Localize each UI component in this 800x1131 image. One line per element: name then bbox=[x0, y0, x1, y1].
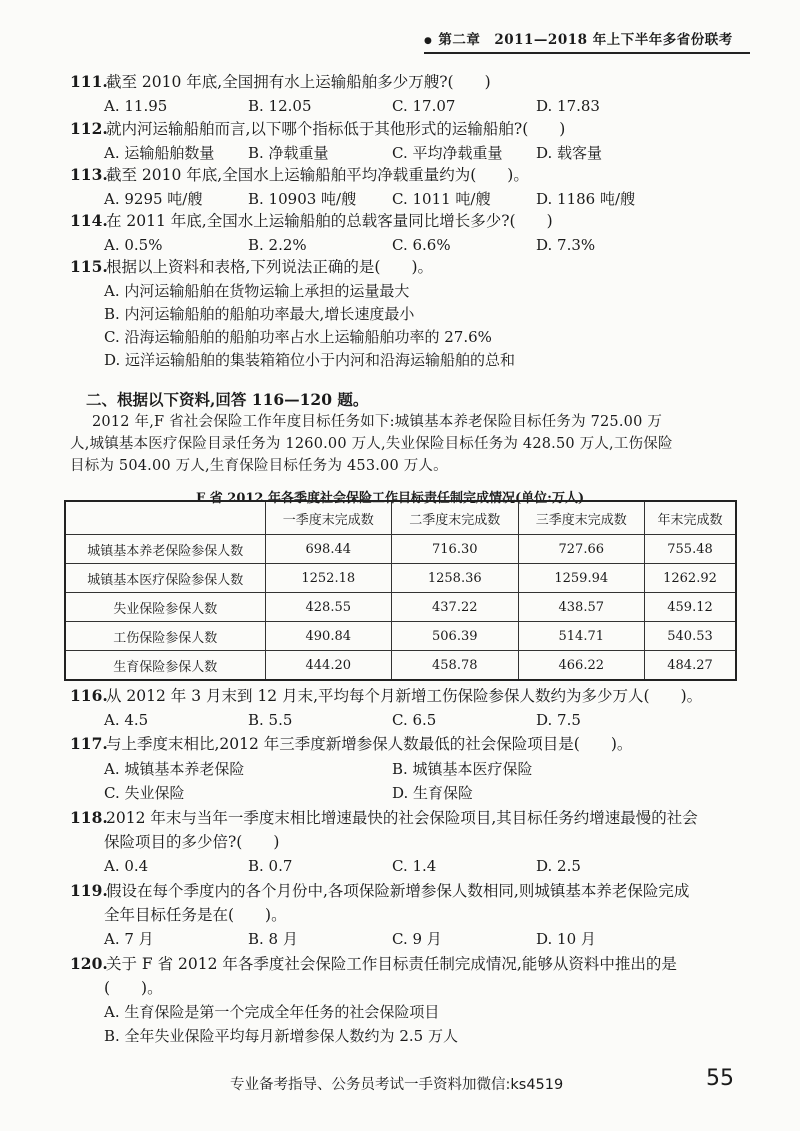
table-cell: 540.53 bbox=[645, 622, 737, 651]
question-117: 117.与上季度末相比,2012 年三季度新增参保人数最低的社会保险项目是( )。 bbox=[70, 734, 633, 753]
header-cell: 二季度末完成数 bbox=[392, 501, 519, 535]
option-d: D. 远洋运输船舶的集装箱箱位小于内河和沿海运输船舶的总和 bbox=[104, 351, 516, 369]
running-header bbox=[424, 28, 750, 54]
question-119-cont: 全年目标任务是在( )。 bbox=[104, 906, 287, 924]
option-b: B. 10903 吨/艘 bbox=[248, 190, 357, 208]
table-caption: F 省 2012 年各季度社会保险工作目标责任制完成情况(单位:万人) bbox=[196, 491, 585, 506]
table-header-row bbox=[65, 501, 736, 535]
question-116: 116.从 2012 年 3 月末到 12 月末,平均每个月新增工伤保险参保人数约为多少万人( )。 bbox=[70, 686, 703, 705]
option-c: C. 17.07 bbox=[392, 97, 456, 115]
option-c: C. 6.6% bbox=[392, 236, 451, 254]
table-row bbox=[65, 564, 736, 593]
option-a: A. 城镇基本养老保险 bbox=[104, 760, 245, 778]
table-cell: 514.71 bbox=[518, 622, 645, 651]
option-c: C. 沿海运输船舶的船舶功率占水上运输船舶功率的 27.6% bbox=[104, 328, 492, 346]
question-119: 119.假设在每个季度内的各个月份中,各项保险新增参保人数相同,则城镇基本养老保险完成 bbox=[70, 881, 690, 900]
table-cell: 458.78 bbox=[392, 651, 519, 681]
option-b: B. 内河运输船舶的船舶功率最大,增长速度最小 bbox=[104, 305, 415, 323]
table-cell: 1262.92 bbox=[645, 564, 737, 593]
question-113: 113.截至 2010 年底,全国水上运输船舶平均净载重量约为( )。 bbox=[70, 165, 529, 184]
option-d: D. 10 月 bbox=[536, 930, 596, 948]
option-a: A. 生育保险是第一个完成全年任务的社会保险项目 bbox=[104, 1003, 440, 1021]
option-b: B. 5.5 bbox=[248, 711, 293, 729]
option-b: B. 8 月 bbox=[248, 930, 298, 948]
table-cell: 716.30 bbox=[392, 535, 519, 564]
option-b: B. 城镇基本医疗保险 bbox=[392, 760, 533, 778]
option-d: D. 7.5 bbox=[536, 711, 581, 729]
table-cell: 490.84 bbox=[265, 622, 392, 651]
option-b: B. 0.7 bbox=[248, 857, 293, 875]
table-cell: 1252.18 bbox=[265, 564, 392, 593]
option-a: A. 内河运输船舶在货物运输上承担的运量最大 bbox=[104, 282, 410, 300]
table-row bbox=[65, 622, 736, 651]
table-cell: 444.20 bbox=[265, 651, 392, 681]
page-number: 55 bbox=[706, 1066, 734, 1091]
row-label: 失业保险参保人数 bbox=[65, 593, 265, 622]
option-a: A. 7 月 bbox=[104, 930, 154, 948]
table-cell: 484.27 bbox=[645, 651, 737, 681]
table-cell: 466.22 bbox=[518, 651, 645, 681]
table-cell: 438.57 bbox=[518, 593, 645, 622]
question-120: 120.关于 F 省 2012 年各季度社会保险工作目标责任制完成情况,能够从资料中推出的是 bbox=[70, 954, 677, 973]
bullet-icon: ● bbox=[424, 35, 433, 46]
option-d: D. 1186 吨/艘 bbox=[536, 190, 636, 208]
table-cell: 698.44 bbox=[265, 535, 392, 564]
option-a: A. 0.4 bbox=[104, 857, 149, 875]
question-114: 114.在 2011 年底,全国水上运输船舶的总载客量同比增长多少?( ) bbox=[70, 211, 553, 230]
option-d: D. 7.3% bbox=[536, 236, 596, 254]
table-cell: 1258.36 bbox=[392, 564, 519, 593]
header-text: 第二章 2011—2018 年上下半年多省份联考 bbox=[438, 32, 733, 48]
table-row bbox=[65, 651, 736, 681]
question-120-cont: ( )。 bbox=[104, 979, 163, 997]
row-label: 城镇基本医疗保险参保人数 bbox=[65, 564, 265, 593]
table-row bbox=[65, 535, 736, 564]
option-c: C. 9 月 bbox=[392, 930, 442, 948]
option-d: D. 生育保险 bbox=[392, 784, 474, 802]
header-cell bbox=[65, 501, 265, 535]
question-111: 111.截至 2010 年底,全国拥有水上运输船舶多少万艘?( ) bbox=[70, 72, 491, 91]
header-cell: 一季度末完成数 bbox=[265, 501, 392, 535]
header-cell: 三季度末完成数 bbox=[518, 501, 645, 535]
option-c: C. 1.4 bbox=[392, 857, 437, 875]
option-b: B. 12.05 bbox=[248, 97, 312, 115]
question-115: 115.根据以上资料和表格,下列说法正确的是( )。 bbox=[70, 257, 434, 276]
question-118-cont: 保险项目的多少倍?( ) bbox=[104, 833, 280, 851]
option-c: C. 1011 吨/艘 bbox=[392, 190, 491, 208]
table-cell: 459.12 bbox=[645, 593, 737, 622]
table-cell: 1259.94 bbox=[518, 564, 645, 593]
option-a: A. 4.5 bbox=[104, 711, 149, 729]
question-118: 118.2012 年末与当年一季度末相比增速最快的社会保险项目,其目标任务约增速最慢的社会 bbox=[70, 808, 698, 827]
option-a: A. 运输船舶数量 bbox=[104, 144, 215, 162]
option-c: C. 失业保险 bbox=[104, 784, 185, 802]
material-paragraph-line: 目标为 504.00 万人,生育保险目标任务为 453.00 万人。 bbox=[70, 458, 448, 474]
option-d: D. 17.83 bbox=[536, 97, 600, 115]
option-d: D. 载客量 bbox=[536, 144, 603, 162]
table-cell: 428.55 bbox=[265, 593, 392, 622]
footer-text: 专业备考指导、公务员考试一手资料加微信:ks4519 bbox=[230, 1077, 564, 1093]
option-c: C. 平均净载重量 bbox=[392, 144, 503, 162]
question-112: 112.就内河运输船舶而言,以下哪个指标低于其他形式的运输船舶?( ) bbox=[70, 119, 566, 138]
row-label: 城镇基本养老保险参保人数 bbox=[65, 535, 265, 564]
row-label: 工伤保险参保人数 bbox=[65, 622, 265, 651]
material-paragraph-line: 2012 年,F 省社会保险工作年度目标任务如下:城镇基本养老保险目标任务为 725.00 万 bbox=[92, 414, 663, 430]
section-title: 二、根据以下资料,回答 116—120 题。 bbox=[86, 390, 369, 409]
table-cell: 755.48 bbox=[645, 535, 737, 564]
row-label: 生育保险参保人数 bbox=[65, 651, 265, 681]
option-a: A. 11.95 bbox=[104, 97, 168, 115]
table-row bbox=[65, 593, 736, 622]
table-cell: 727.66 bbox=[518, 535, 645, 564]
header-cell: 年末完成数 bbox=[645, 501, 737, 535]
option-c: C. 6.5 bbox=[392, 711, 437, 729]
option-d: D. 2.5 bbox=[536, 857, 581, 875]
option-b: B. 2.2% bbox=[248, 236, 307, 254]
option-a: A. 0.5% bbox=[104, 236, 163, 254]
table-cell: 437.22 bbox=[392, 593, 519, 622]
table-cell: 506.39 bbox=[392, 622, 519, 651]
option-a: A. 9295 吨/艘 bbox=[104, 190, 203, 208]
material-paragraph-line: 人,城镇基本医疗保险目录任务为 1260.00 万人,失业保险目标任务为 428.50 万人,工伤保险 bbox=[70, 436, 673, 452]
data-table bbox=[64, 500, 737, 681]
option-b: B. 净载重量 bbox=[248, 144, 329, 162]
option-b: B. 全年失业保险平均每月新增参保人数约为 2.5 万人 bbox=[104, 1027, 458, 1045]
